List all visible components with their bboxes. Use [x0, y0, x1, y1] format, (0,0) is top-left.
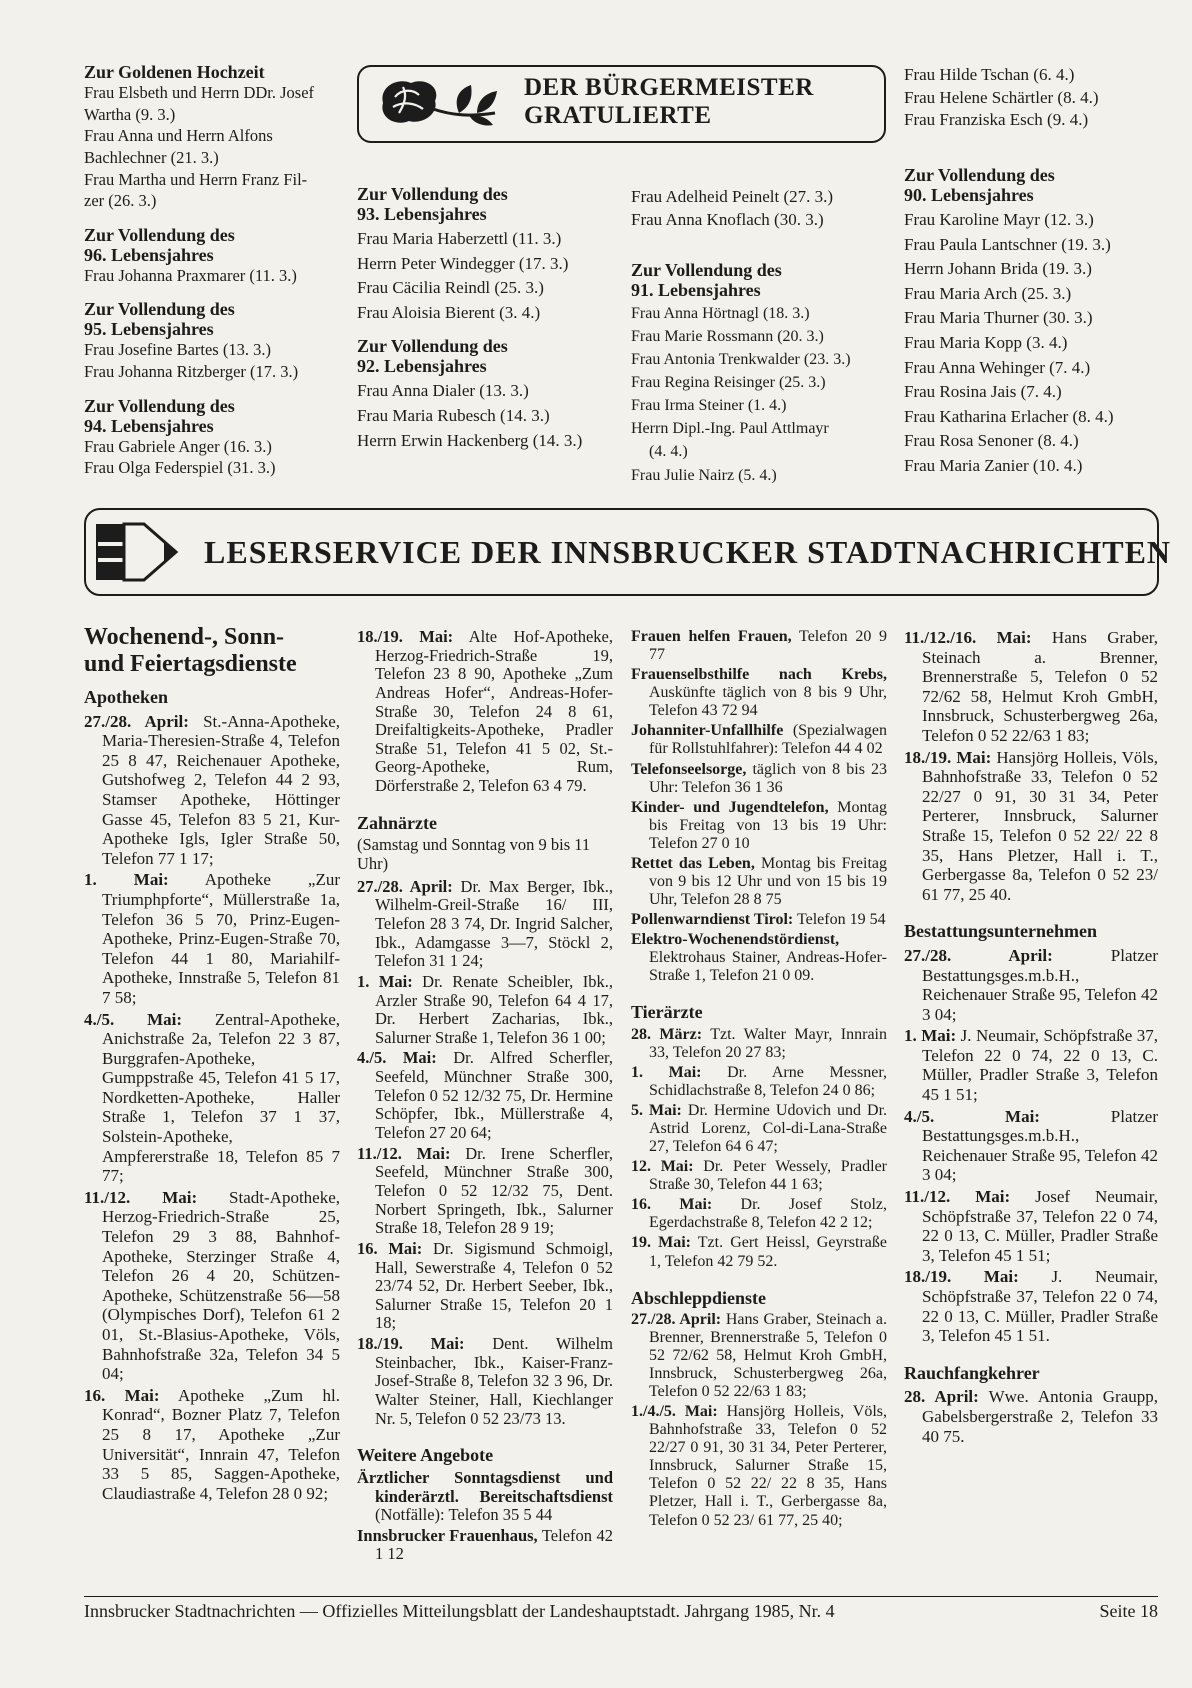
entry-text: J. Neumair, Schöpfstraße 37, Telefon 22 0 74, 22 0 13, C. Müller, Pradler Straße 3, Telefon 45 1 51. [922, 1267, 1158, 1346]
entry-text: (Notfälle): Telefon 35 5 44 [375, 1505, 553, 1525]
service-entry [904, 946, 1158, 1024]
entry-text: Telefon 42 1 12 [375, 1525, 614, 1564]
anniversary-item: Frau Maria Haberzettl (11. 3.) [357, 229, 562, 248]
entry-text: Montag bis Freitag von 13 bis 19 Uhr: Telefon 27 0 10 [649, 798, 887, 852]
anniversary-item: Herrn Johann Brida (19. 3.) [904, 259, 1092, 279]
anniversary-item: Frau Irma Steiner (1. 4.) [631, 397, 787, 415]
anniversary-heading: Zur Vollendung des [84, 395, 235, 416]
entry-date: 11./12. Mai: [904, 1187, 1011, 1207]
anniversary-item: Frau Cäcilia Reindl (25. 3.) [357, 278, 544, 298]
anniversary-item: Frau Rosa Senoner (8. 4.) [904, 431, 1079, 451]
entry-date: 4./5. Mai: [84, 1009, 183, 1029]
entry-text: täglich von 8 bis 23 Uhr: Telefon 36 1 36 [649, 760, 887, 796]
service-entry [84, 1010, 340, 1186]
service-entry [84, 712, 340, 869]
entry-text: Dr. Irene Scherfler, Seefeld, Münchner Straße 300, Telefon 0 52 12/32 75, Dent. Norbert Springeth, Ibk., Salurner Straße 18, Telefon 28 9 19; [375, 1143, 613, 1238]
anniversary-item: Frau Hilde Tschan (6. 4.) [904, 65, 1075, 84]
anniversary-item: Frau Maria Zanier (10. 4.) [904, 455, 1083, 475]
pencil-icon [94, 522, 190, 582]
entry-date: Elektro-Wochenendstördienst, [631, 931, 840, 949]
service-entry [904, 1107, 1158, 1185]
entry-text: Hansjörg Holleis, Völs, Bahnhofstraße 33, Telefon 0 52 22/27 0 91, 30 31 34, Peter Perterer, Innsbruck, Salurner Straße 15, Telefon 0 52 22/ 22 8 35, Hans Pletzer, Hall i. T., Gerbergasse 8a, Telefon 0 52 23/ 61 77, 25 40. [922, 747, 1159, 904]
entry-date: 1./4./5. Mai: [631, 1403, 718, 1421]
banner-title: LESERSERVICE DER INNSBRUCKER STADTNACHRICHTEN [204, 534, 1172, 570]
entry-text: Tzt. Gert Heissl, Geyrstraße 1, Telefon 42 79 52. [649, 1234, 887, 1270]
anniversary-item: Frau Maria Arch (25. 3.) [904, 283, 1072, 303]
entry-text: Wwe. Antonia Graupp, Gabelsbergerstraße 2, Telefon 33 40 75. [922, 1387, 1159, 1446]
anniversary-item: Frau Helene Schärtler (8. 4.) [904, 87, 1099, 107]
service-entry [904, 628, 1158, 746]
service-entry [631, 1064, 887, 1100]
zahnaerzte-note: (Samstag und Sonntag von 9 bis 11 Uhr) [357, 835, 591, 874]
entry-date: 16. Mai: [357, 1238, 423, 1258]
anniversary-heading: Zur Vollendung des [904, 165, 1055, 185]
anniversary-heading: 96. Lebensjahres [84, 244, 214, 265]
entry-date: 1. Mai: [357, 971, 413, 991]
entry-date: 18./19. Mai: [357, 1334, 465, 1354]
entry-text: Josef Neumair, Schöpfstraße 37, Telefon 22 0 74, 22 0 13, C. Müller, Pradler Straße 3, Telefon 45 1 51; [922, 1187, 1159, 1265]
anniversary-col-3 [631, 260, 889, 485]
service-entry [631, 911, 887, 929]
apotheken-heading: Apotheken [84, 687, 169, 707]
weitere-heading: Weitere Angebote [357, 1445, 494, 1466]
entry-date: Rettet das Leben, [631, 854, 755, 872]
anniversary-item: Frau Anna und Herrn Alfons [84, 126, 273, 146]
mayor-title-line2: GRATULIERTE [524, 102, 712, 129]
entry-date: 11./12. Mai: [357, 1143, 451, 1163]
anniversary-heading: 95. Lebensjahres [84, 319, 214, 340]
anniversary-item: Frau Johanna Ritzberger (17. 3.) [84, 362, 299, 382]
anniversary-item: Frau Julie Nairz (5. 4.) [631, 466, 777, 484]
zahnaerzte-heading: Zahnärzte [357, 812, 437, 833]
entry-text: Elektrohaus Stainer, Andreas-Hofer-Straße 1, Telefon 21 0 09. [649, 949, 887, 985]
anniversary-item: Frau Karoline Mayr (12. 3.) [904, 210, 1094, 229]
entry-text: Dr. Renate Scheibler, Ibk., Arzler Straße 90, Telefon 64 4 17, Dr. Herbert Zacharias, Ibk., Salurner Straße 1, Telefon 36 1 00; [375, 971, 613, 1047]
service-entry [357, 1145, 613, 1238]
entry-text: Hansjörg Holleis, Völs, Bahnhofstraße 33, Telefon 0 52 22/27 0 91, 30 31 34, Peter Perterer, Innsbruck, Salurner Straße 15, Telefon 0 52 22/ 22 8 35, Hans Pletzer, Hall i. T., Gerbergasse 8a, Telefon 0 52 23/ 61 77, 25 40; [649, 1403, 888, 1529]
entry-date: 1. Mai: [631, 1063, 702, 1081]
anniversary-item: zer (26. 3.) [84, 191, 157, 211]
anniversary-item: Frau Olga Federspiel (31. 3.) [84, 458, 276, 478]
service-entry [904, 1187, 1158, 1265]
services-main-title [84, 624, 340, 678]
entry-text: Dent. Wilhelm Steinbacher, Ibk., Kaiser-Franz-Josef-Straße 8, Telefon 32 3 96, Dr. Walter Steiner, Hall, Kiechlanger Nr. 5, Telefon 0 52 23/73 13. [375, 1334, 613, 1428]
anniversary-heading: Zur Vollendung des [357, 336, 508, 357]
entry-text: Dr. Josef Stolz, Egerdachstraße 8, Telefon 42 2 12; [649, 1196, 887, 1232]
entry-date: Frauen helfen Frauen, [631, 628, 792, 645]
entry-text: Apotheke „Zur Triumphpforte“, Müllerstraße 1a, Telefon 36 5 70, Prinz-Eugen-Apotheke, Prinz-Eugen-Straße 70, Telefon 44 1 80, Mariahilf-Apotheke, Innstraße 5, Telefon 81 7 58; [102, 870, 340, 1007]
entry-text: Platzer Bestattungsges.m.b.H., Reichenauer Straße 95, Telefon 42 3 04; [922, 1106, 1159, 1185]
anniversary-heading: 92. Lebensjahres [357, 356, 487, 377]
anniversary-heading: 91. Lebensjahres [631, 280, 761, 300]
anniversary-item: Herrn Peter Windegger (17. 3.) [357, 253, 569, 273]
footer-text: Innsbrucker Stadtnachrichten — Offizielles Mitteilungsblatt der Landeshauptstadt. Jahrgang 1985, Nr. 4 [84, 1601, 835, 1621]
entry-date: 27./28. April: [357, 876, 453, 896]
service-entry [357, 1527, 613, 1564]
anniversary-heading: Zur Vollendung des [84, 224, 235, 245]
service-entry [84, 870, 340, 1007]
entry-date: 19. Mai: [631, 1234, 691, 1252]
anniversary-item: Frau Adelheid Peinelt (27. 3.) [631, 187, 834, 206]
anniversary-col-3a [631, 184, 886, 229]
tieraerzte-heading: Tierärzte [631, 1002, 703, 1023]
entry-date: 1. Mai: [84, 870, 169, 890]
anniversary-item: Frau Gabriele Anger (16. 3.) [84, 436, 272, 456]
service-entry [84, 1188, 340, 1384]
service-entry [904, 748, 1158, 905]
anniversary-item: Frau Anna Knoflach (30. 3.) [631, 209, 824, 229]
anniversary-item: Frau Johanna Praxmarer (11. 3.) [84, 265, 297, 285]
services-col-3 [631, 628, 887, 1532]
anniversary-heading: Zur Vollendung des [84, 299, 235, 320]
entry-date: Johanniter-Unfallhilfe [631, 722, 784, 740]
service-entry [631, 855, 887, 909]
service-entry [631, 1311, 887, 1401]
anniversary-heading: Zur Vollendung des [357, 184, 508, 204]
entry-text: Dr. Max Berger, Ibk., Wilhelm-Greil-Straße 16/ III, Telefon 28 3 74, Dr. Ingrid Salcher, Ibk., Adamgasse 3—7, Stöckl 2, Telefon 31 1 24; [375, 876, 613, 971]
entry-text: Hans Graber, Steinach a. Brenner, Brennerstraße 5, Telefon 0 52 72/62 58, Helmut Kroh GmbH, Innsbruck, Schusterbergweg 26a, Telefon 0 52 22/63 1 83; [922, 628, 1158, 745]
anniversary-item: Frau Katharina Erlacher (8. 4.) [904, 406, 1114, 426]
entry-date: 12. Mai: [631, 1158, 694, 1176]
service-entry [357, 1335, 613, 1428]
anniversary-item: Bachlechner (21. 3.) [84, 147, 219, 167]
entry-text: Telefon 19 54 [793, 911, 886, 929]
anniversary-item: Frau Maria Kopp (3. 4.) [904, 332, 1068, 352]
service-entry [631, 1196, 887, 1232]
service-entry [631, 761, 887, 797]
anniversary-item: Frau Marie Rossmann (20. 3.) [631, 328, 824, 346]
anniversary-item: Frau Rosina Jais (7. 4.) [904, 382, 1062, 402]
anniversary-item: Frau Franziska Esch (9. 4.) [904, 110, 1089, 130]
service-entry [631, 931, 887, 985]
anniversary-item: Herrn Dipl.-Ing. Paul Attlmayr [631, 420, 829, 438]
anniversary-heading: 93. Lebensjahres [357, 204, 487, 224]
anniversary-item: Frau Maria Rubesch (14. 3.) [357, 405, 550, 425]
service-entry [357, 1240, 613, 1333]
anniversary-item: Wartha (9. 3.) [84, 104, 176, 124]
service-entry [631, 1158, 887, 1194]
entry-date: 27./28. April: [904, 945, 1053, 965]
anniversary-col-2 [357, 184, 612, 450]
entry-text: Apotheke „Zum hl. Konrad“, Bozner Platz 7, Telefon 25 8 17, Apotheke „Zur Universität“, Innrain 47, Telefon 33 5 85, Saggen-Apotheke, Claudiastraße 4, Telefon 28 0 92; [102, 1385, 340, 1503]
service-entry [631, 666, 887, 720]
services-col-4 [904, 628, 1158, 1448]
anniversary-item: Frau Anna Wehinger (7. 4.) [904, 357, 1091, 377]
service-entry [631, 1403, 887, 1530]
entry-text: Dr. Arne Messner, Schidlachstraße 8, Telefon 24 0 86; [649, 1063, 888, 1099]
service-entry [84, 1386, 340, 1504]
entry-date: 11./12./16. Mai: [904, 628, 1032, 647]
entry-text: Platzer Bestattungsges.m.b.H., Reichenauer Straße 95, Telefon 42 3 04; [922, 945, 1158, 1024]
anniversary-col-4 [904, 165, 1154, 476]
services-title-line2: und Feiertagsdienste [84, 651, 297, 677]
entry-date: 28. März: [631, 1025, 703, 1043]
leserservice-banner [84, 508, 1172, 596]
service-entry [631, 1234, 887, 1270]
entry-text: Stadt-Apotheke, Herzog-Friedrich-Straße 25, Telefon 29 3 88, Bahnhof-Apotheke, Sterzinger Straße 4, Telefon 26 4 20, Schützen-Apotheke, Schützenstraße 56—58 (Olympisches Dorf), Telefon 61 2 01, St.-Blasius-Apotheke, Völs, Bahnhofstraße 32a, Telefon 34 5 04; [102, 1187, 341, 1384]
services-title-line1: Wochenend-, Sonn- [84, 624, 285, 650]
anniversary-item: Frau Martha und Herrn Franz Fil- [84, 169, 308, 189]
entry-date: 27./28. April: [631, 1310, 722, 1328]
anniversary-item: Frau Maria Thurner (30. 3.) [904, 308, 1093, 328]
entry-text: Zentral-Apotheke, Anichstraße 2a, Telefon 22 3 87, Burggrafen-Apotheke, Gumppstraße 45, Telefon 41 5 17, Nordketten-Apotheke, Haller Straße 1, Telefon 37 1 37, Solstein-Apotheke, Ampfererstraße 18, Telefon 85 7 77; [102, 1009, 340, 1186]
service-entry [357, 628, 613, 796]
entry-date: 28. April: [904, 1387, 979, 1407]
entry-date: Ärztlicher Sonntagsdienst und kinderärztl. Bereitschaftsdienst [357, 1467, 613, 1506]
service-entry [631, 722, 887, 758]
entry-date: Pollenwarndienst Tirol: [631, 911, 794, 929]
entry-text: Tzt. Walter Mayr, Innrain 33, Telefon 20 27 83; [649, 1025, 888, 1061]
footer-page-number: Seite 18 [1099, 1601, 1158, 1621]
service-entry [357, 1469, 613, 1525]
footer-rule [84, 1596, 1158, 1597]
service-entry [357, 878, 613, 971]
entry-date: 18./19. Mai: [904, 747, 992, 767]
anniversary-heading: Zur Vollendung des [631, 260, 782, 280]
entry-date: 5. Mai: [631, 1101, 682, 1119]
anniversary-item: Frau Aloisia Bierent (3. 4.) [357, 302, 541, 322]
service-entry [631, 628, 887, 664]
entry-text: (Spezialwagen für Rollstuhlfahrer): Telefon 44 4 02 [649, 722, 887, 758]
entry-text: J. Neumair, Schöpfstraße 37, Telefon 22 0 74, 22 0 13, C. Müller, Pradler Straße 3, Telefon 45 1 51; [922, 1026, 1158, 1105]
entry-date: 1. Mai: [904, 1026, 957, 1046]
service-entry [631, 1026, 887, 1062]
entry-date: 16. Mai: [631, 1196, 713, 1214]
service-entry [357, 1049, 613, 1142]
service-entry [357, 973, 613, 1048]
services-col-2 [357, 628, 613, 1566]
bestattung-heading: Bestattungsunternehmen [904, 921, 1098, 942]
entry-text: St.-Anna-Apotheke, Maria-Theresien-Straße 4, Telefon 25 8 47, Reichenauer Apotheke, Gutshofweg 2, Telefon 44 2 93, Stamser Apotheke, Höttinger Gasse 45, Telefon 83 5 21, Kur-Apotheke Igls, Igler Straße 50, Telefon 77 1 17; [102, 711, 340, 868]
anniversary-item: Frau Josefine Bartes (13. 3.) [84, 340, 271, 360]
service-entry [904, 1387, 1158, 1446]
entry-text: Montag bis Freitag von 9 bis 12 Uhr und von 15 bis 19 Uhr, Telefon 28 8 75 [649, 854, 888, 909]
rose-icon [373, 73, 501, 135]
entry-date: Kinder- und Jugendtelefon, [631, 798, 829, 816]
entry-text: Dr. Sigismund Schmoigl, Hall, Sewerstraße 4, Telefon 0 52 23/74 52, Dr. Herbert Seeber, Ibk., Salurner Straße 15, Telefon 20 1 18; [375, 1238, 613, 1333]
anniversary-item: Frau Elsbeth und Herrn DDr. Josef [84, 83, 315, 102]
anniversary-item: (4. 4.) [649, 443, 688, 461]
rauchfang-heading: Rauchfangkehrer [904, 1362, 1040, 1383]
anniversary-col-4a [904, 62, 1154, 130]
anniversary-heading: Zur Goldenen Hochzeit [84, 62, 265, 82]
entry-text: Alte Hof-Apotheke, Herzog-Friedrich-Straße 19, Telefon 23 8 90, Apotheke „Zum Andreas Hofer“, Andreas-Hofer-Straße 30, Telefon 24 8 61, Dreifaltigkeits-Apotheke, Pradler Straße 51, Telefon 41 5 02, St.-Georg-Apotheke, Rum, Dörferstraße 2, Telefon 63 4 79. [375, 627, 613, 796]
entry-date: 18./19. Mai: [357, 627, 454, 646]
entry-text: Auskünfte täglich von 8 bis 9 Uhr, Telefon 43 72 94 [649, 684, 887, 720]
service-entry [631, 1102, 887, 1156]
services-col-1 [84, 624, 340, 1505]
entry-date: 4./5. Mai: [357, 1048, 437, 1068]
entry-date: 27./28. April: [84, 711, 189, 731]
entry-date: Innsbrucker Frauenhaus, [357, 1525, 538, 1545]
service-entry [631, 799, 887, 853]
entry-date: 4./5. Mai: [904, 1106, 1040, 1126]
entry-text: Telefon 20 9 77 [649, 628, 887, 664]
service-entry [904, 1026, 1158, 1104]
anniversary-heading: 90. Lebensjahres [904, 185, 1034, 205]
entry-date: 16. Mai: [84, 1385, 160, 1405]
entry-text: Hans Graber, Steinach a. Brenner, Brennerstraße 5, Telefon 0 52 72/62 58, Helmut Kroh GmbH, Innsbruck, Schusterbergweg 26a, Telefon 0 52 22/63 1 83; [649, 1310, 887, 1400]
mayor-title-line1: DER BÜRGERMEISTER [524, 74, 814, 101]
anniversary-item: Frau Paula Lantschner (19. 3.) [904, 234, 1111, 254]
entry-date: 18./19. Mai: [904, 1267, 1019, 1287]
entry-date: Frauenselbsthilfe nach Krebs, [631, 666, 887, 684]
anniversary-item: Frau Antonia Trenkwalder (23. 3.) [631, 351, 851, 369]
entry-date: Telefonseelsorge, [631, 760, 747, 778]
entry-text: Dr. Alfred Scherfler, Seefeld, Münchner Straße 300, Telefon 0 52 12/32 75, Dr. Hermine Schöpfer, Ibk., Müllerstraße 4, Telefon 27 20 64; [375, 1048, 613, 1143]
entry-date: 11./12. Mai: [84, 1187, 198, 1207]
abschlepp-heading: Abschleppdienste [631, 1287, 767, 1308]
anniversary-item: Frau Anna Dialer (13. 3.) [357, 381, 529, 401]
anniversary-heading: 94. Lebensjahres [84, 415, 214, 436]
anniversary-item: Frau Regina Reisinger (25. 3.) [631, 374, 826, 392]
entry-text: Dr. Hermine Udovich und Dr. Astrid Lorenz, Col-di-Lana-Straße 27, Telefon 64 6 47; [649, 1101, 888, 1156]
entry-text: Dr. Peter Wessely, Pradler Straße 30, Telefon 44 1 63; [649, 1158, 888, 1194]
service-entry [904, 1267, 1158, 1345]
anniversary-item: Frau Anna Hörtnagl (18. 3.) [631, 305, 810, 322]
mayor-box [357, 65, 886, 143]
anniversary-item: Herrn Erwin Hackenberg (14. 3.) [357, 430, 583, 450]
anniversary-col-1 [84, 62, 340, 478]
